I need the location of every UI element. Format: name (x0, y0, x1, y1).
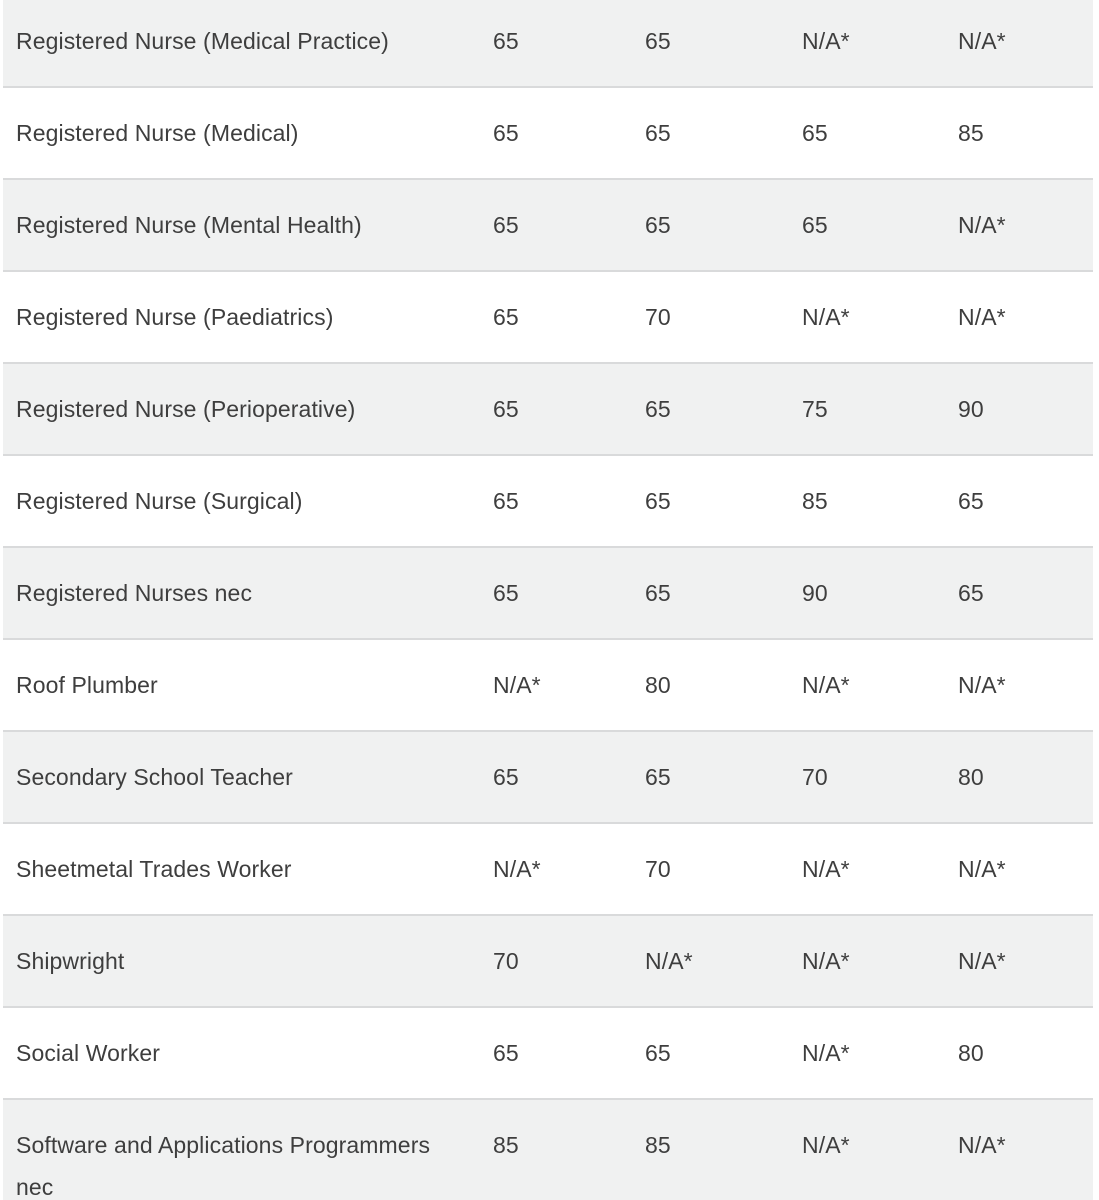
table-row (3, 732, 1093, 824)
occupation-cell: Shipwright (16, 948, 125, 974)
points-cell-4: 90 (958, 396, 984, 422)
points-cell-2: 65 (645, 764, 671, 790)
points-cell-2: N/A* (645, 948, 693, 974)
points-cell-1: N/A* (493, 856, 541, 882)
points-cell-1: 65 (493, 304, 519, 330)
occupation-cell: Sheetmetal Trades Worker (16, 856, 292, 882)
table-row (3, 364, 1093, 456)
points-cell-1: 65 (493, 212, 519, 238)
points-cell-3: 65 (802, 212, 828, 238)
points-cell-1: 85 (493, 1132, 519, 1158)
points-cell-4: N/A* (958, 672, 1006, 698)
points-cell-1: 65 (493, 120, 519, 146)
points-cell-3: 90 (802, 580, 828, 606)
points-cell-2: 70 (645, 856, 671, 882)
points-cell-3: 85 (802, 488, 828, 514)
table-row (3, 640, 1093, 732)
points-cell-4: N/A* (958, 212, 1006, 238)
occupation-cell: Secondary School Teacher (16, 764, 293, 790)
points-cell-1: 65 (493, 580, 519, 606)
points-cell-1: 70 (493, 948, 519, 974)
points-cell-2: 65 (645, 212, 671, 238)
table-row (3, 916, 1093, 1008)
points-cell-2: 65 (645, 1040, 671, 1066)
points-cell-4: N/A* (958, 304, 1006, 330)
points-cell-3: N/A* (802, 304, 850, 330)
table-row (3, 548, 1093, 640)
points-cell-4: N/A* (958, 856, 1006, 882)
table-row (3, 0, 1093, 88)
occupation-cell: Registered Nurses nec (16, 580, 253, 606)
occupation-cell: Registered Nurse (Surgical) (16, 488, 303, 514)
points-cell-2: 65 (645, 120, 671, 146)
points-cell-2: 65 (645, 580, 671, 606)
table-row (3, 1100, 1093, 1200)
points-cell-3: N/A* (802, 672, 850, 698)
points-cell-2: 65 (645, 396, 671, 422)
points-cell-1: 65 (493, 764, 519, 790)
points-cell-2: 80 (645, 672, 671, 698)
points-cell-1: 65 (493, 488, 519, 514)
occupation-cell: Registered Nurse (Paediatrics) (16, 304, 334, 330)
points-cell-3: N/A* (802, 28, 850, 54)
points-cell-3: N/A* (802, 1132, 850, 1158)
points-cell-4: N/A* (958, 28, 1006, 54)
points-cell-4: 65 (958, 580, 984, 606)
points-cell-3: N/A* (802, 1040, 850, 1066)
points-cell-1: N/A* (493, 672, 541, 698)
points-cell-2: 65 (645, 488, 671, 514)
points-cell-3: 75 (802, 396, 828, 422)
occupation-cell: Registered Nurse (Perioperative) (16, 396, 356, 422)
table-row (3, 180, 1093, 272)
table-row (3, 272, 1093, 364)
points-cell-3: 65 (802, 120, 828, 146)
table-row (3, 824, 1093, 916)
points-cell-3: N/A* (802, 856, 850, 882)
points-cell-1: 65 (493, 396, 519, 422)
table-row (3, 456, 1093, 548)
points-cell-3: N/A* (802, 948, 850, 974)
points-cell-4: 65 (958, 488, 984, 514)
table-row (3, 88, 1093, 180)
points-cell-4: N/A* (958, 948, 1006, 974)
points-cell-4: 80 (958, 764, 984, 790)
occupation-points-table (3, 0, 1093, 1200)
points-cell-2: 65 (645, 28, 671, 54)
occupation-cell: Registered Nurse (Mental Health) (16, 212, 362, 238)
points-cell-2: 85 (645, 1132, 671, 1158)
points-cell-2: 70 (645, 304, 671, 330)
occupation-cell: Roof Plumber (16, 672, 158, 698)
points-cell-3: 70 (802, 764, 828, 790)
points-cell-4: 80 (958, 1040, 984, 1066)
table-row (3, 1008, 1093, 1100)
occupation-cell: Registered Nurse (Medical Practice) (16, 28, 389, 54)
points-cell-1: 65 (493, 28, 519, 54)
occupation-cell: Registered Nurse (Medical) (16, 120, 299, 146)
points-cell-4: 85 (958, 120, 984, 146)
occupation-cell: Social Worker (16, 1040, 161, 1066)
points-cell-1: 65 (493, 1040, 519, 1066)
points-cell-4: N/A* (958, 1132, 1006, 1158)
occupation-cell: Software and Applications Programmers nec (16, 1132, 431, 1200)
